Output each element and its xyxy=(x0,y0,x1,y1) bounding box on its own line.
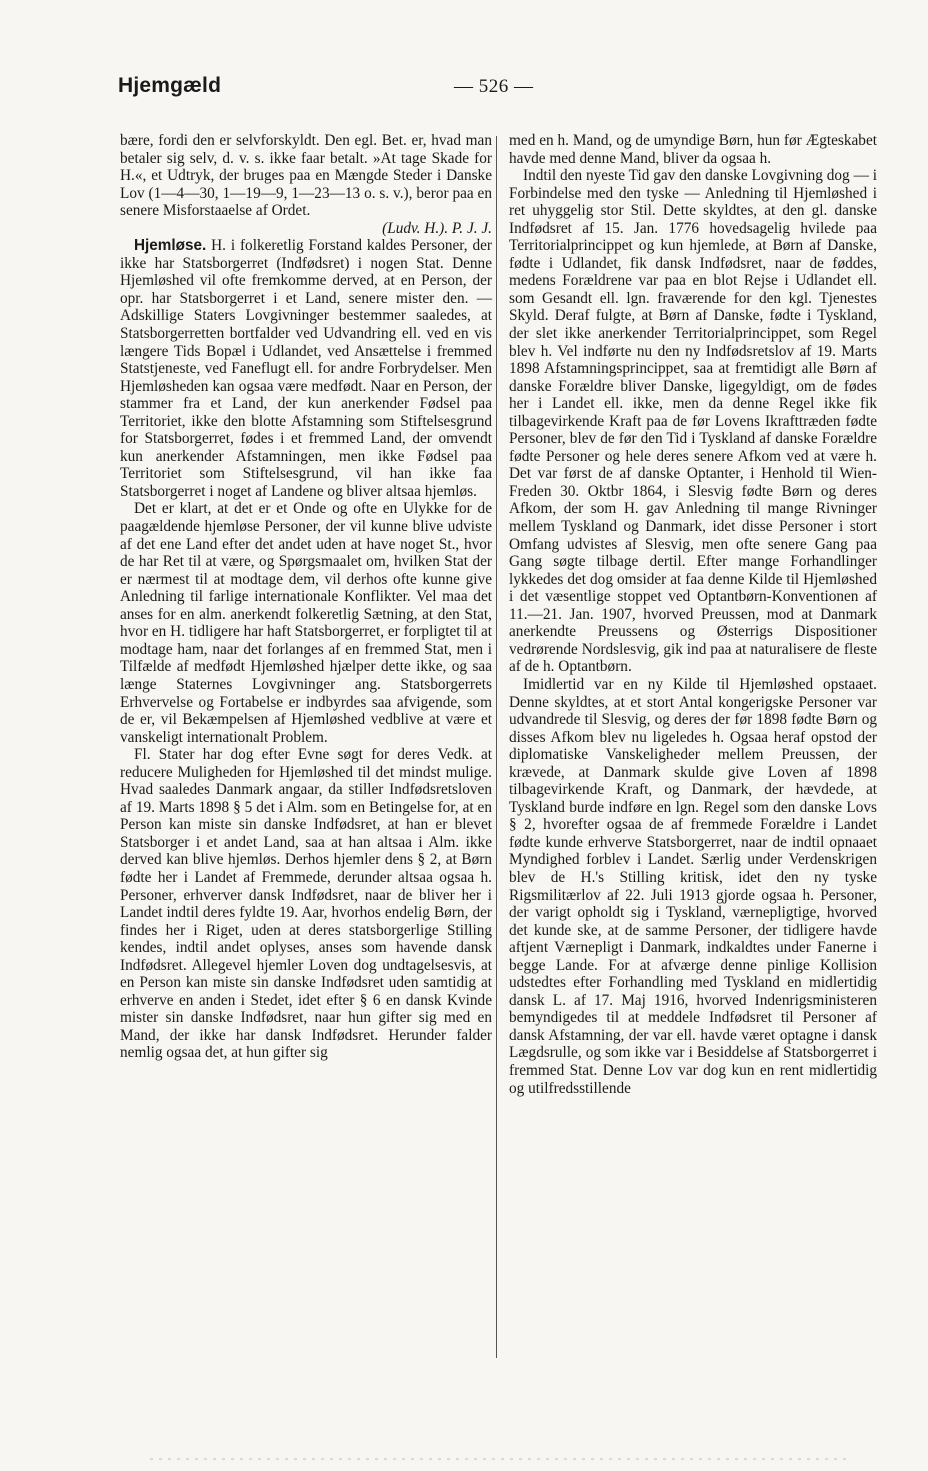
paragraph: bære, fordi den er selvforskyldt. Den egl. Bet. er, hvad man betaler sig selv, d. v. s. ikke faar betalt. »At tage Skade for H.«, et Udtryk, der bruges paa en Mængde Steder i Danske Lov (1—4—30, 1—19—9, 1—23—13 o. s. v.), beror paa en senere Misforstaaelse af Ordet. xyxy=(120,132,492,220)
running-head: Hjemgæld xyxy=(118,74,222,97)
page-header xyxy=(118,74,878,106)
entry-headword: Hjemløse. xyxy=(134,237,207,255)
paragraph: Fl. Stater har dog efter Evne søgt for deres Vedk. at reducere Muligheden for Hjemløshed til det mindst mulige. Hvad saaledes Danmark angaar, da stiller Indfødsretsloven af 19. Marts 1898 § 5 det i Alm. som en Betingelse for, at en Person kan miste sin danske Indfødsret, at han er blevet Statsborger i et andet Land, saa at han altsaa i Alm. ikke derved kan blive hjemløs. Derhos hjemler dens § 2, at Børn fødte her i Landet af Fremmede, derunder altsaa ogsaa h. Personer, erhverver dansk Indfødsret, naar de bliver her i Landet indtil deres fyldte 19. Aar, hvorhos endelig Børn, der findes her i Riget, uden at deres statsborgerlige Stilling kendes, indtil andet oplyses, anses som havende dansk Indfødsret. Allegevel hjemler Loven dog undtagelsesvis, at en Person kan miste sin danske Indfødsret uden samtidig at erhverve en anden i Stedet, idet efter § 6 en dansk Kvinde mister sin danske Indfødsret, naar hun gifter sig med en Mand, der ikke har dansk Indfødsret. Herunder falder nemlig ogsaa det, at hun gifter sig xyxy=(120,746,492,1062)
column-divider xyxy=(496,136,497,1358)
entry-text: H. i folkeretlig Forstand kaldes Personer, der ikke har Statsborgerret (Indfødsret) i nogen Stat. Denne Hjemløshed vil ofte fremkomme derved, at en Person, der opr. har Statsborgerret i et Land, senere mister den. — Adskillige Staters Lovgivninger bestemmer saaledes, at Statsborgerretten bortfalder ved Udvandring ell. ved en vis længere Tids Bopæl i Udlandet, ved Ansættelse i fremmed Statstjeneste, ved Faneflugt ell. for andre Forbrydelser. Men Hjemløsheden kan ogsaa være medfødt. Naar en Person, der stammer fra et Land, der kun anerkender Fødsel paa Territoriet, ikke den blotte Afstamning som Stiftelsesgrund for Statsborgerret, fødes i et fremmed Land, der omvendt kun anerkender Afstamningen, men ikke Fødsel paa Territoriet som Stiftelsesgrund, vil han ikke faa Statsborgerret i noget af Landene og bliver altsaa hjemløs. xyxy=(120,237,492,500)
page-number: — 526 — xyxy=(454,76,534,97)
paragraph: Imidlertid var en ny Kilde til Hjemløshed opstaaet. Denne skyldtes, at et stort Antal kongerigske Personer var udvandrede til Slesvig, og deres der før 1898 fødte Børn og disses Afkom blev nu ligeledes h. Ogsaa heraf opstod der diplomatiske Vanskeligheder mellem Preussen, der krævede, at Danmark skulde give Loven af 1898 tilbagevirkende Kraft, og Danmark, der hævdede, at Tyskland burde indføre en lgn. Regel som den danske Lovs § 2, hvorefter ogsaa de af fremmede Forældre i Landet fødte kunde erhverve Statsborgerret, naar de indtil opnaaet Myndighed forblev i Landet. Særlig under Verdenskrigen blev de H.'s Stilling kritisk, idet den ny tyske Rigsmilitærlov af 22. Juli 1913 gjorde ogsaa h. Personer, der varigt opholdt sig i Tyskland, værnepligtige, hvorved det kunde ske, at de samme Personer, der tidligere havde aftjent Værnepligt i Danmark, indkaldtes under Fanerne i begge Lande. For at afværge denne pinlige Kollision udstedtes efter Forhandling med Tyskland en midlertidig dansk L. af 17. Maj 1916, hvorved Indenrigsministeren bemyndigedes til at meddele Indfødsret til Personer af dansk Afstamning, der var ell. havde været optagne i dansk Lægdsrulle, og som ikke var i Besiddelse af Statsborgerret i fremmed Stat. Denne Lov var dog kun en rent midlertidig og utilfredsstillende xyxy=(509,675,877,1097)
paragraph: Indtil den nyeste Tid gav den danske Lovgivning dog — i Forbindelse med den tyske — Anledning til Hjemløshed i ret uhyggelig stor Stil. Dette skyldtes, at den gl. danske Indfødsret af 15. Jan. 1776 hovedsagelig hvilede paa Territorialprincippet og kun hjemlede, at Børn af Danske, fødte i Udlandet, fik dansk Indfødsret, naar de føddes, medens Forældrene var paa en blot Rejse i Udlandet ell. som Gesandt ell. lgn. fraværende for den kgl. Tjenestes Skyld. Deraf fulgte, at Børn af Danske, fødte i Tyskland, der slet ikke anerkender Territorialprincippet, som Regel blev h. Vel indførte nu den ny Indfødsretslov af 19. Marts 1898 Afstamningsprincippet, saa at fremtidigt alle Børn af danske Forældre bliver Danske, ligegyldigt, om de fødes her i Landet ell. ikke, men da denne Regel ikke fik tilbagevirkende Kraft paa de før Lovens Ikrafttræden fødte Personer, blev de før den Tid i Tyskland af danske Forældre fødte Personer og hele deres senere Afkom ved at være h. Det var først de af danske Optanter, i Henhold til Wien-Freden 30. Oktbr 1864, i Slesvig fødte Børn og deres Afkom, der som H. gav Anledning til mange Rivninger mellem Tyskland og Danmark, idet disse Personer i stort Omfang udvistes af Slesvig, men ofte senere Gang paa Gang søgte tilbage dertil. Efter mange Forhandlinger lykkedes det dog omsider at faa denne Kilde til Hjemløshed i det væsentlige stoppet ved Optantbørn-Konventionen af 11.—21. Jan. 1907, hvorved Preussen, mod at Danmark anerkendte Preussens og Østerrigs Dispositioner vedrørende Nordslesvig, gik ind paa at naturalisere de fleste af de h. Optantbørn. xyxy=(509,167,877,676)
paragraph: Det er klart, at det er et Onde og ofte en Ulykke for de paagældende hjemløse Personer, der vil kunne blive udviste af det ene Land efter det andet uden at have noget St., hvor de har Ret til at være, og Spørgsmaalet om, hvilken Stat der er nærmest til at modtage dem, vil derhos ofte kunne give Anledning til farlige internationale Konflikter. Vel maa det anses for en alm. anerkendt folkeretlig Sætning, at den Stat, hvor en H. tidligere har haft Statsborgerret, er forpligtet til at modtage ham, naar det forlanges af en fremmed Stat, men i Tilfælde af medfødt Hjemløshed hjælper dette ikke, og saa længe Staternes Lovgivninger ang. Statsborgerrets Erhvervelse og Fortabelse er indbyrdes saa afvigende, som de er, vil Bekæmpelsen af Hjemløshed vedblive at være et vanskeligt internationalt Problem. xyxy=(120,500,492,746)
author-signature: (Ludv. H.). P. J. J. xyxy=(382,219,492,237)
entry-paragraph xyxy=(120,237,492,500)
paragraph: med en h. Mand, og de umyndige Børn, hun før Ægteskabet havde med denne Mand, bliver da ogsaa h. xyxy=(509,132,877,167)
scan-artifact xyxy=(150,1458,850,1460)
left-column xyxy=(120,132,492,1062)
right-column xyxy=(509,132,877,1097)
